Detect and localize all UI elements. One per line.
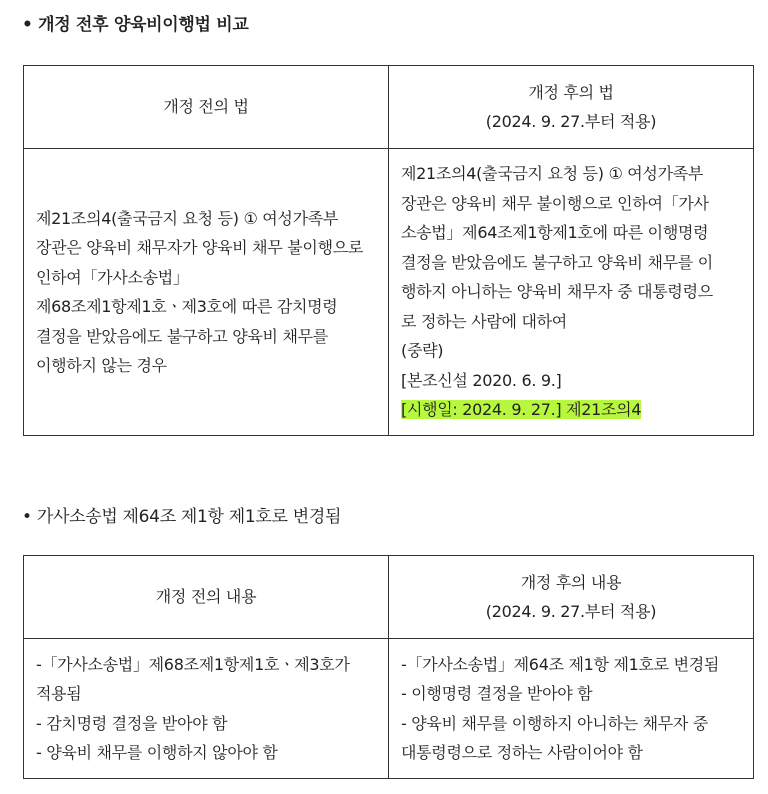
- after-law-line: 장관은 양육비 채무 불이행으로 인하여「가사: [401, 193, 709, 213]
- before-content-header: 개정 전의 내용: [24, 556, 389, 639]
- after-law-header: [389, 66, 754, 149]
- after-law-text: [389, 149, 754, 436]
- before-content-list: [24, 639, 389, 779]
- content-comparison-table: [23, 555, 754, 779]
- after-law-header-date: (2024. 9. 27.부터 적용): [485, 112, 657, 131]
- after-law-line: 로 정하는 사람에 대하여: [401, 311, 567, 331]
- list-item: -「가사소송법」제68조제1항제1호ㆍ제3호가 적용됨: [36, 654, 350, 703]
- list-item: - 이행명령 결정을 받아야 함: [401, 684, 593, 703]
- after-law-line: 결정을 받았음에도 불구하고 양육비 채무를 이: [401, 252, 713, 272]
- after-law-header-title: 개정 후의 법: [528, 82, 614, 102]
- table-header-row: [24, 556, 754, 639]
- after-content-header-title: 개정 후의 내용: [520, 572, 622, 592]
- table-body-row: [24, 639, 754, 779]
- after-content-header: [389, 556, 754, 639]
- before-law-text: 제21조의4(출국금지 요청 등) ① 여성가족부 장관은 양육비 채무자가 양육비 채무 불이행으로 인하여「가사소송법」제68조제1항제1호ㆍ제3호에 따른 감치명령 결정을 받았음에도 불구하고 양육비 채무를 이행하지 않는 경우: [24, 149, 389, 436]
- after-content-header-date: (2024. 9. 27.부터 적용): [485, 602, 657, 621]
- list-item: - 양육비 채무를 이행하지 아니하는 채무자 중 대통령령으로 정하는 사람이어야 함: [401, 713, 708, 762]
- list-item: -「가사소송법」제64조 제1항 제1호로 변경됨: [401, 654, 720, 674]
- section-heading-comparison: • 개정 전후 양육비이행법 비교: [22, 15, 249, 35]
- after-law-line: 제21조의4(출국금지 요청 등) ① 여성가족부: [401, 164, 704, 184]
- effective-date-highlight: [시행일: 2024. 9. 27.] 제21조의4: [401, 400, 642, 420]
- after-content-list: [389, 639, 754, 779]
- before-law-header: 개정 전의 법: [24, 66, 389, 149]
- law-comparison-table: [23, 65, 754, 436]
- after-law-line: (중략): [401, 341, 444, 361]
- table-body-row: [24, 149, 754, 436]
- table-header-row: [24, 66, 754, 149]
- list-item: - 감치명령 결정을 받아야 함: [36, 713, 228, 733]
- section-heading-family-procedure: • 가사소송법 제64조 제1항 제1호로 변경됨: [22, 507, 342, 527]
- after-law-line: 소송법」제64조제1항제1호에 따른 이행명령: [401, 223, 709, 243]
- list-item: - 양육비 채무를 이행하지 않아야 함: [36, 743, 278, 762]
- after-law-line: [본조신설 2020. 6. 9.]: [401, 370, 562, 390]
- after-law-line: 행하지 아니하는 양육비 채무자 중 대통령령으: [401, 282, 713, 302]
